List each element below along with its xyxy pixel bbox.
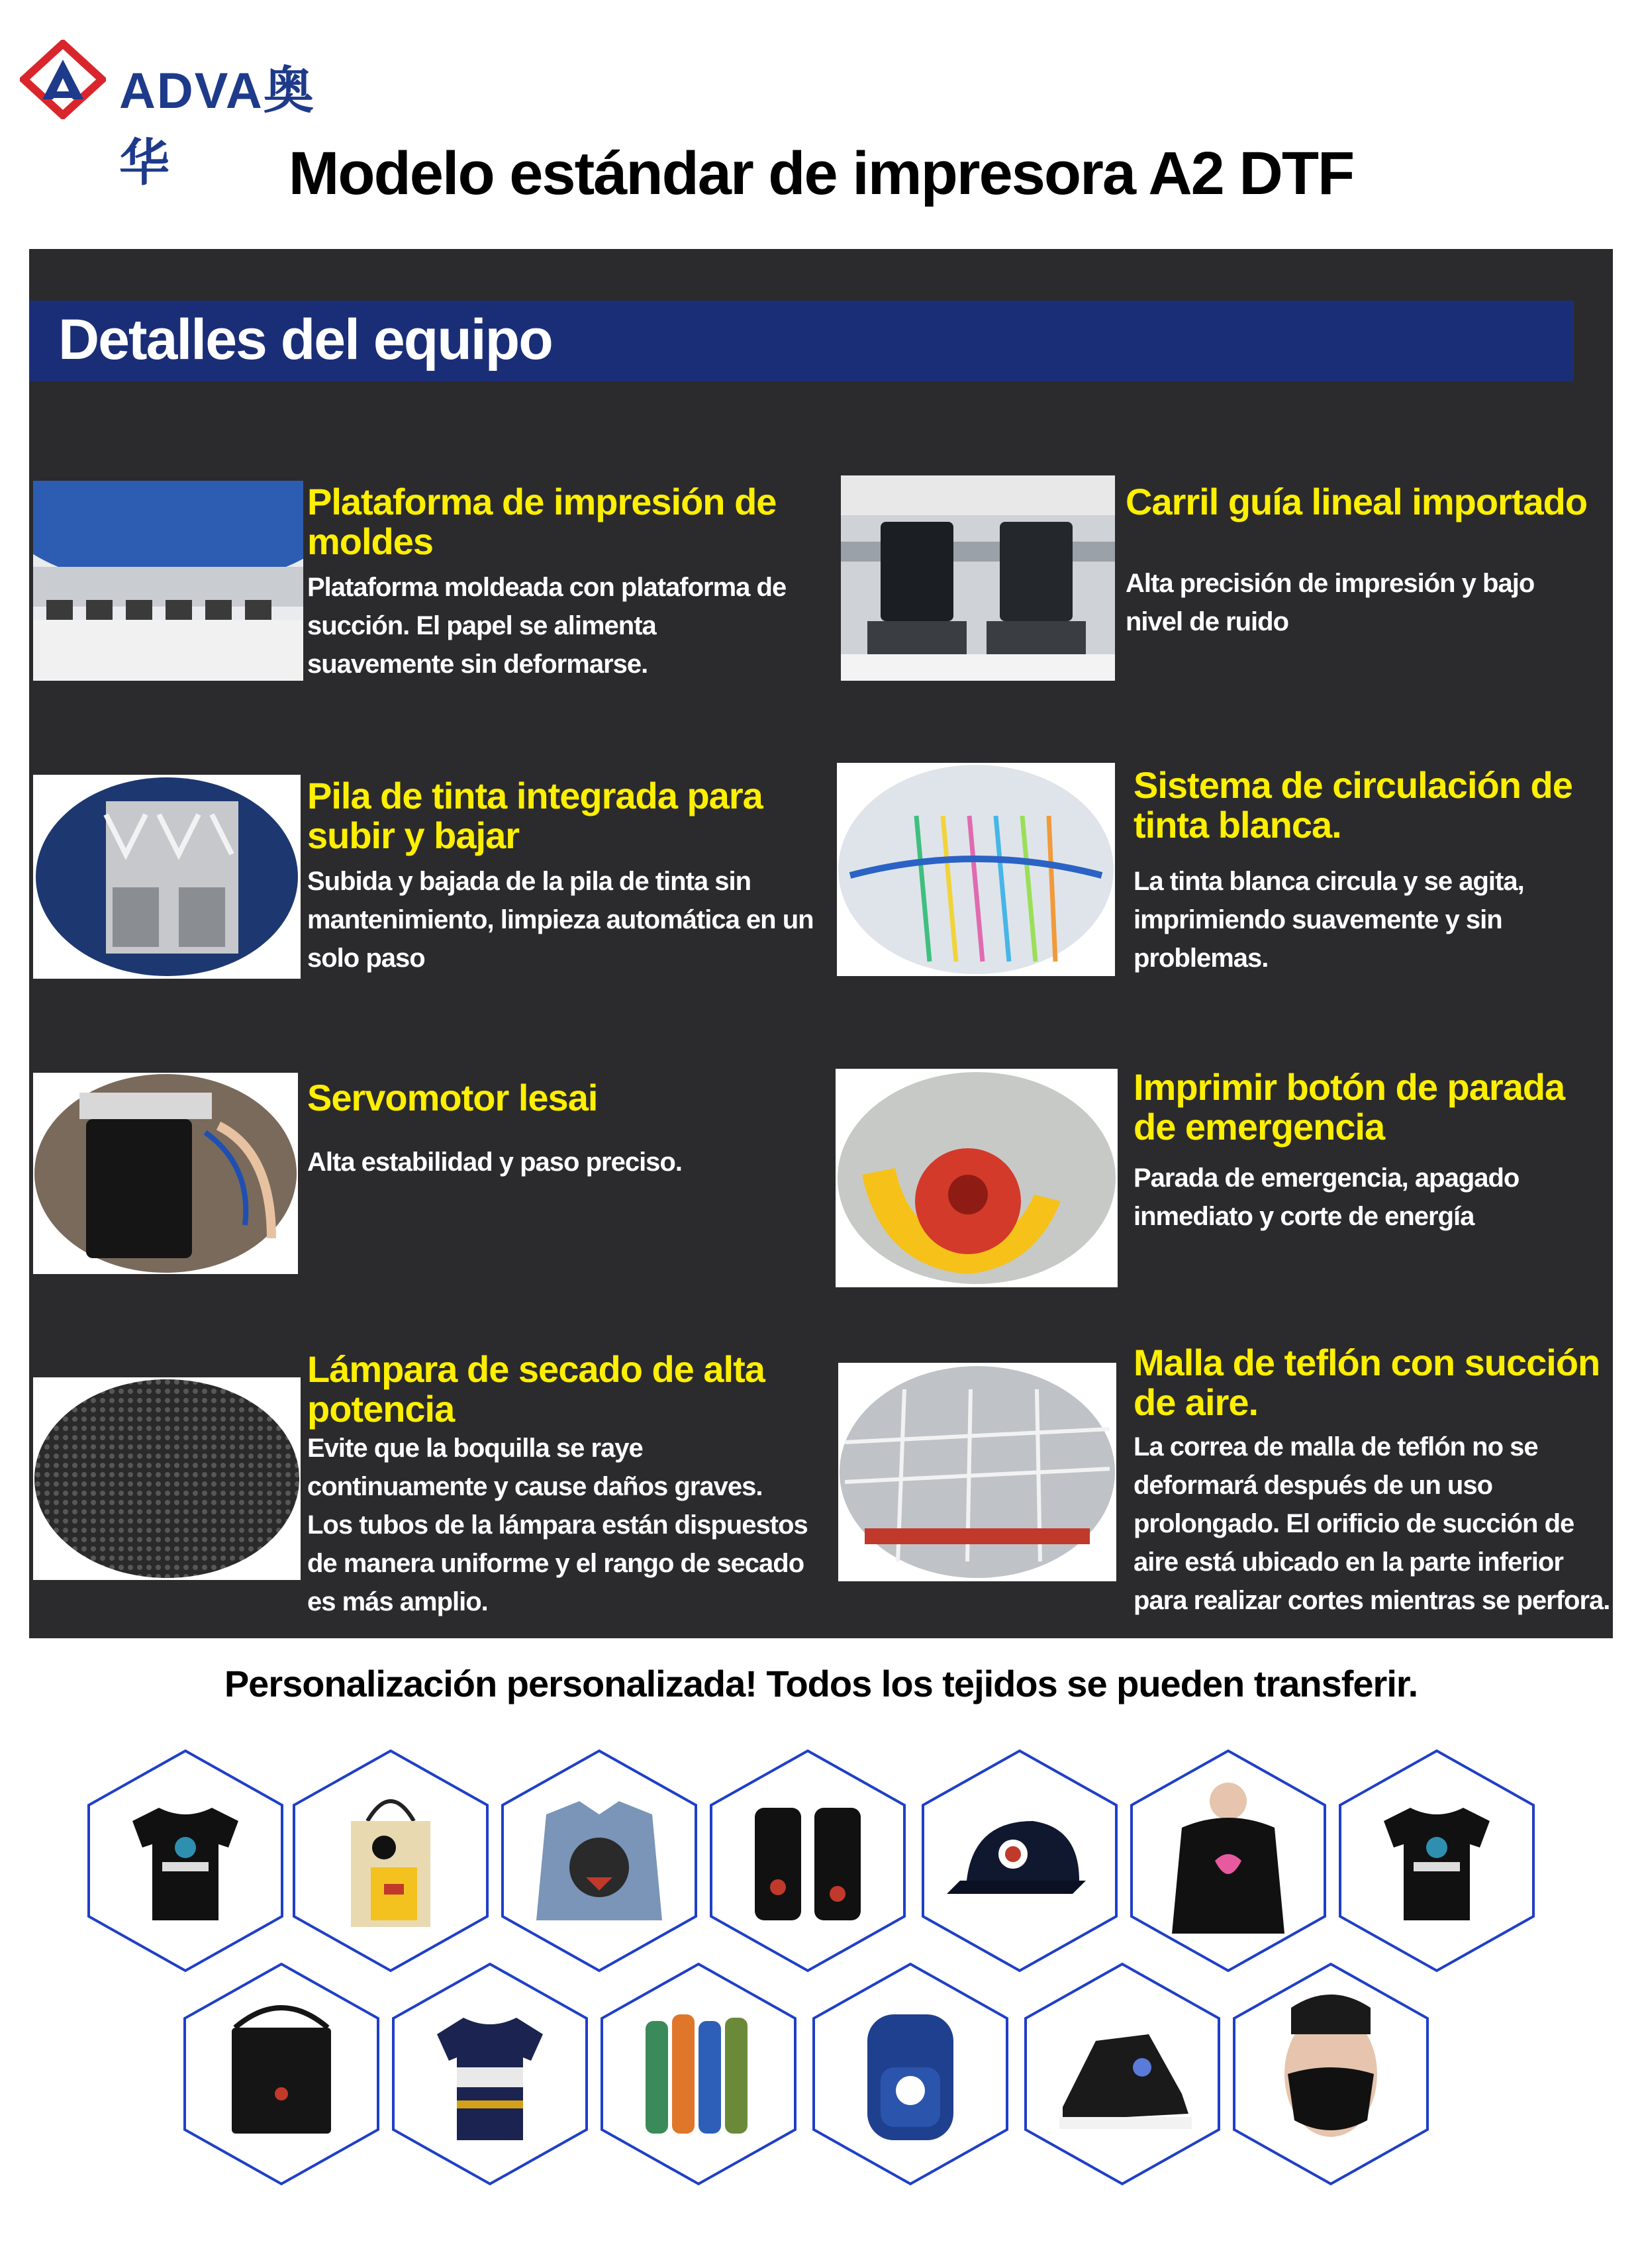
feature-description: Alta estabilidad y paso preciso. [307,1148,682,1177]
adva-logo-icon [20,40,106,119]
feature-title: Sistema de circulación de tinta blanca. [1134,764,1572,846]
feature-description: La correa de malla de teflón no se deformará después de un uso prolongado. El orificio de succión de aire está ubicado en la parte inferior para realizar cortes mientras se perfora. [1134,1432,1610,1615]
drying-lamp-photo [33,1377,301,1580]
feature-description: Evite que la boquilla se raye continuamente y cause daños graves. Los tubos de la lámpara están dispuestos de manera uniforme y el rango de secado es más amplio. [307,1434,808,1616]
section-header [29,301,1574,381]
page-title: Modelo estándar de impresora A2 DTF [288,140,1354,207]
feature-title: Imprimir botón de parada de emergencia [1134,1066,1565,1148]
feature-description: Parada de emergencia, apagado inmediato y corte de energía [1134,1163,1520,1231]
product-tote-bag [291,1748,490,1973]
molded-platform-photo [33,481,303,681]
product-tshirt-2 [1337,1748,1536,1973]
feature-description: La tinta blanca circula y se agita, imprimiendo suavemente y sin problemas. [1134,867,1524,973]
product-messenger-bag [182,1961,381,2187]
linear-guide-photo [841,475,1115,681]
white-ink-photo [837,763,1115,976]
feature-title: Malla de teflón con succión de aire. [1134,1342,1600,1423]
emergency-stop-photo [836,1069,1118,1287]
feature-title: Carril guía lineal importado [1126,481,1588,522]
product-face-mask [1232,1961,1430,2187]
brand-logo [20,40,364,191]
feature-title: Pila de tinta integrada para subir y bajar [307,775,763,856]
product-jersey [391,1961,589,2187]
product-socks [599,1961,798,2187]
product-tshirt [86,1748,285,1973]
tagline: Personalización personalizada! Todos los tejidos se pueden transferir. [224,1663,1418,1704]
teflon-mesh-photo [838,1363,1116,1581]
backpack-icon [867,2014,953,2140]
feature-title: Plataforma de impresión de moldes [307,481,777,562]
denim-jacket-icon [536,1801,662,1920]
section-title: Detalles del equipo [58,308,552,371]
ink-stack-photo [33,775,301,979]
feature-title: Lámpara de secado de alta potencia [307,1348,765,1430]
feature-description: Alta precisión de impresión y bajo nivel de ruido [1126,569,1535,636]
product-backpack [811,1961,1010,2187]
product-cap [920,1748,1119,1973]
face-mask-icon [1284,1995,1377,2137]
product-hoodie [1129,1748,1328,1973]
feature-description: Plataforma moldeada con plataforma de succión. El papel se alimenta suavemente sin deformarse. [307,573,787,679]
feature-description: Subida y bajada de la pila de tinta sin mantenimiento, limpieza automática en un solo paso [307,867,814,973]
brand-name: ADVA奥华 [119,63,315,191]
product-gloves [708,1748,907,1973]
product-denim-jacket [500,1748,699,1973]
servomotor-photo [33,1073,298,1274]
product-sneaker [1023,1961,1222,2187]
feature-title: Servomotor lesai [307,1077,598,1118]
equipment-details-panel [29,249,1613,1638]
